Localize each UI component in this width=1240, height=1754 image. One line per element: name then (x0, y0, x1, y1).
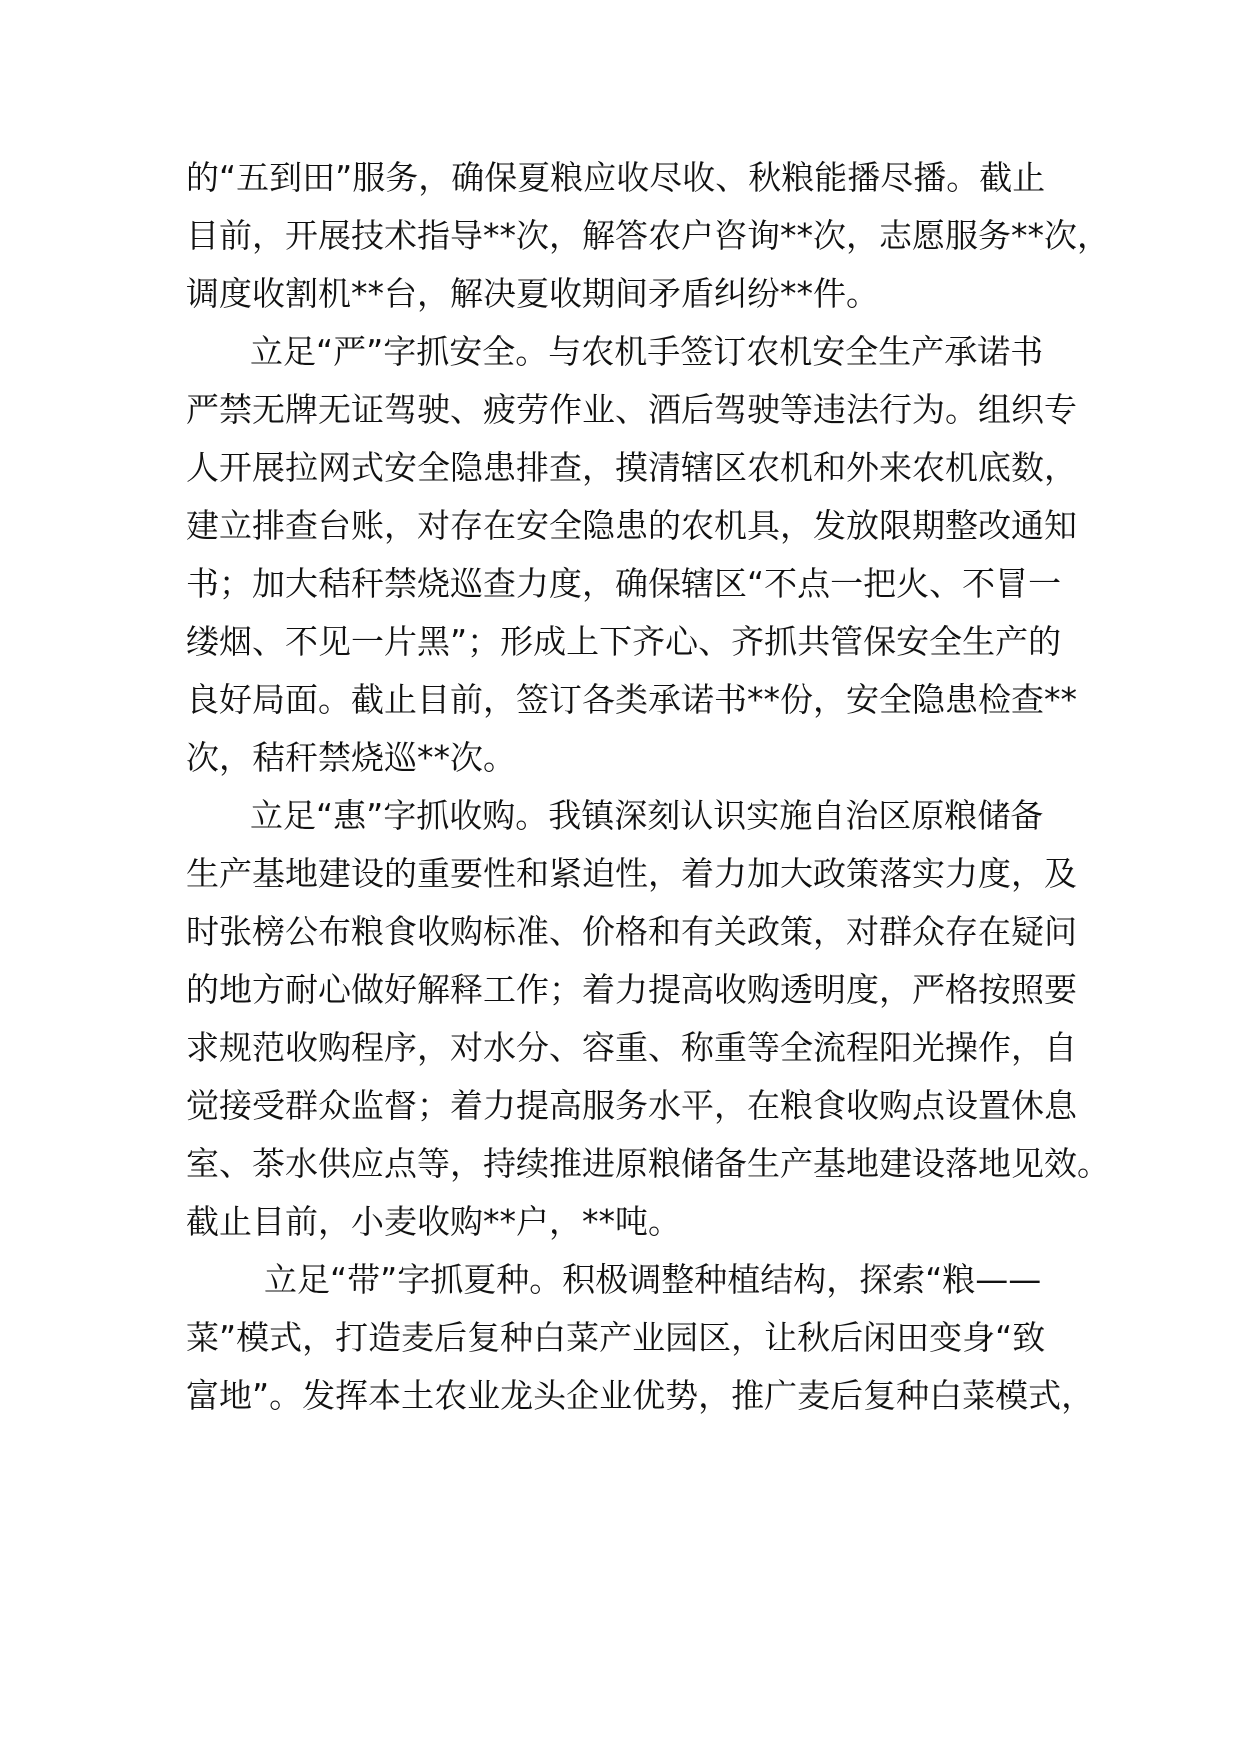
text-line: 室、茶水供应点等，持续推进原粮储备生产基地建设落地见效。 (186, 1144, 1110, 1183)
text-line: 求规范收购程序，对水分、容重、称重等全流程阳光操作，自 (186, 1028, 1077, 1067)
text-line: 生产基地建设的重要性和紧迫性，着力加大政策落实力度，及 (186, 854, 1077, 893)
text-line: 觉接受群众监督；着力提高服务水平，在粮食收购点设置休息 (186, 1086, 1077, 1125)
text-line: 次，秸秆禁烧巡**次。 (186, 738, 516, 777)
text-line: 截止目前，小麦收购**户，**吨。 (186, 1202, 681, 1241)
text-line: 调度收割机**台，解决夏收期间矛盾纠纷**件。 (186, 274, 879, 313)
text-line: 时张榜公布粮食收购标准、价格和有关政策，对群众存在疑问 (186, 912, 1077, 951)
text-line: 的“五到田”服务，确保夏粮应收尽收、秋粮能播尽播。截止 (186, 158, 1046, 197)
text-line: 书；加大秸秆禁烧巡查力度，确保辖区“不点一把火、不冒一 (186, 564, 1062, 603)
text-line: 缕烟、不见一片黑”；形成上下齐心、齐抓共管保安全生产的 (186, 622, 1062, 661)
text-line: 菜”模式，打造麦后复种白菜产业园区，让秋后闲田变身“致 (186, 1318, 1046, 1357)
paragraph-heading-line: 立足“严”字抓安全。与农机手签订农机安全生产承诺书 (250, 332, 1044, 371)
paragraph-heading-line: 立足“带”字抓夏种。积极调整种植结构，探索“粮—— (264, 1260, 1042, 1299)
text-line: 建立排查台账，对存在安全隐患的农机具，发放限期整改通知 (186, 506, 1077, 545)
text-line: 目前，开展技术指导**次，解答农户咨询**次，志愿服务**次， (186, 216, 1110, 255)
text-line: 富地”。发挥本土农业龙头企业优势，推广麦后复种白菜模式， (186, 1376, 1095, 1415)
text-line: 人开展拉网式安全隐患排查，摸清辖区农机和外来农机底数， (186, 448, 1077, 487)
paragraph-heading-line: 立足“惠”字抓收购。我镇深刻认识实施自治区原粮储备 (250, 796, 1044, 835)
text-line: 良好局面。截止目前，签订各类承诺书**份，安全隐患检查** (186, 680, 1077, 719)
text-line: 严禁无牌无证驾驶、疲劳作业、酒后驾驶等违法行为。组织专 (186, 390, 1077, 429)
text-line: 的地方耐心做好解释工作；着力提高收购透明度，严格按照要 (186, 970, 1077, 1009)
